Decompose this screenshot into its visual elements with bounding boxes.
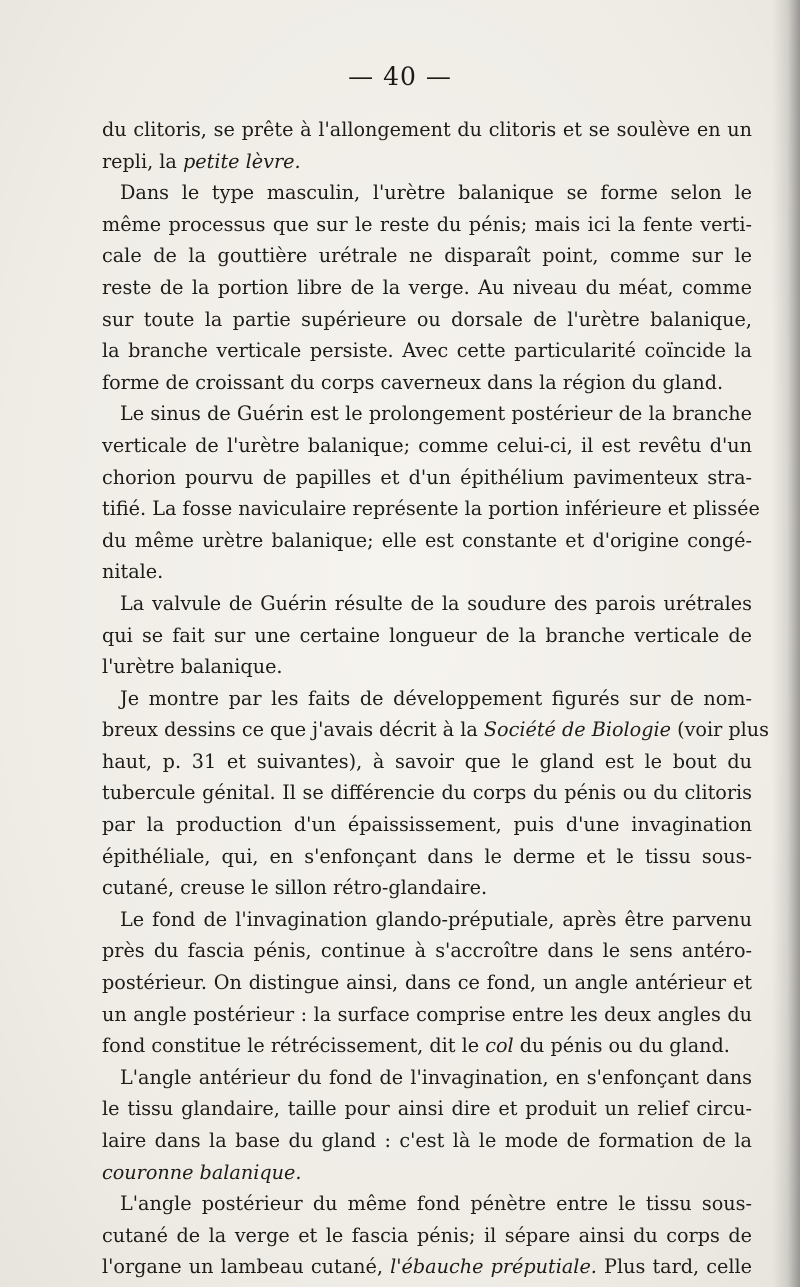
text-line: L'angle antérieur du fond de l'invagination, en s'enfonçant dans [120,1065,752,1089]
text-line: forme de croissant du corps caverneux dans la région du gland. [102,370,724,394]
text-line: chorion pourvu de papilles et d'un épithélium pavimenteux stra- [102,465,752,489]
text-line: Le sinus de Guérin est le prolongement postérieur de la branche [120,402,752,426]
text-line: L'angle postérieur du même fond pénètre entre le tissu sous- [120,1192,752,1216]
text-line: le tissu glandaire, taille pour ainsi dire et produit un relief circu- [102,1097,752,1121]
italic-term: Société de Biologie [483,718,671,742]
page-number: — 40 — [348,62,452,91]
text-line: haut, p. 31 et suivantes), à savoir que le gland est le bout du [102,749,752,773]
text-line: laire dans la base du gland : c'est là le mode de formation de la [102,1129,752,1152]
italic-term: l'ébauche préputiale. [390,1255,597,1279]
text-line: repli, la petite lèvre. [102,149,301,173]
text-line: la branche verticale persiste. Avec cette particularité coïncide la [102,339,752,363]
text-line: sur toute la partie supérieure ou dorsale de l'urètre balanique, [102,307,752,331]
text-line: breux dessins ce que j'avais décrit à la Société de Biologie (voir plus [102,718,770,742]
text-line: tifié. La fosse naviculaire représente la portion inférieure et plissée [102,497,760,521]
text-line: l'organe un lambeau cutané, l'ébauche préputiale. Plus tard, celle [102,1255,753,1279]
text-line: reste de la portion libre de la verge. Au niveau du méat, comme [102,275,752,299]
text-line [102,1157,752,1189]
text-line: tubercule génital. Il se différencie du corps du pénis ou du clitoris [102,781,752,805]
text-line: cutané de la verge et le fascia pénis; il sépare ainsi du corps de [102,1223,752,1247]
text-line: fond constitue le rétrécissement, dit le col du pénis ou du gland. [102,1034,730,1058]
text-line: postérieur. On distingue ainsi, dans ce fond, un angle antérieur et [102,971,752,995]
text-line: près du fascia pénis, continue à s'accroître dans le sens antéro- [102,939,752,963]
text-line: Le fond de l'invagination glando-préputiale, après être parvenu [120,907,752,931]
italic-term: petite lèvre. [182,149,301,173]
text-line: qui se fait sur une certaine longueur de la branche verticale de [102,623,752,647]
italic-term: couronne balanique. [102,1160,302,1184]
text-line: cutané, creuse le sillon rétro-glandaire. [102,876,488,900]
text-line: La valvule de Guérin résulte de la soudure des parois urétrales [120,591,752,615]
text-line: par la production d'un épaississement, puis d'une invagination [102,813,752,837]
text-line: nitale. [102,560,164,584]
text-line: cale de la gouttière urétrale ne disparaît point, comme sur le [102,244,752,268]
text-line: un angle postérieur : la surface comprise entre les deux angles du [102,1002,752,1026]
text-line: du même urètre balanique; elle est constante et d'origine congé- [102,528,752,552]
text-line: l'urètre balanique. [102,655,283,679]
text-line: épithéliale, qui, en s'enfonçant dans le derme et le tissu sous- [102,844,752,868]
body-text [102,114,770,1283]
text-line: du clitoris, se prête à l'allongement du clitoris et se soulève en un [102,118,752,141]
italic-term: col [485,1034,514,1058]
text-line: verticale de l'urètre balanique; comme celui-ci, il est revêtu d'un [102,433,752,457]
page-edge-shadow [772,0,800,1287]
text-line: même processus que sur le reste du pénis; mais ici la fente verti- [102,212,752,236]
text-line: Je montre par les faits de développement figurés sur de nom- [120,686,752,710]
text-line: Dans le type masculin, l'urètre balanique se forme selon le [120,181,752,205]
